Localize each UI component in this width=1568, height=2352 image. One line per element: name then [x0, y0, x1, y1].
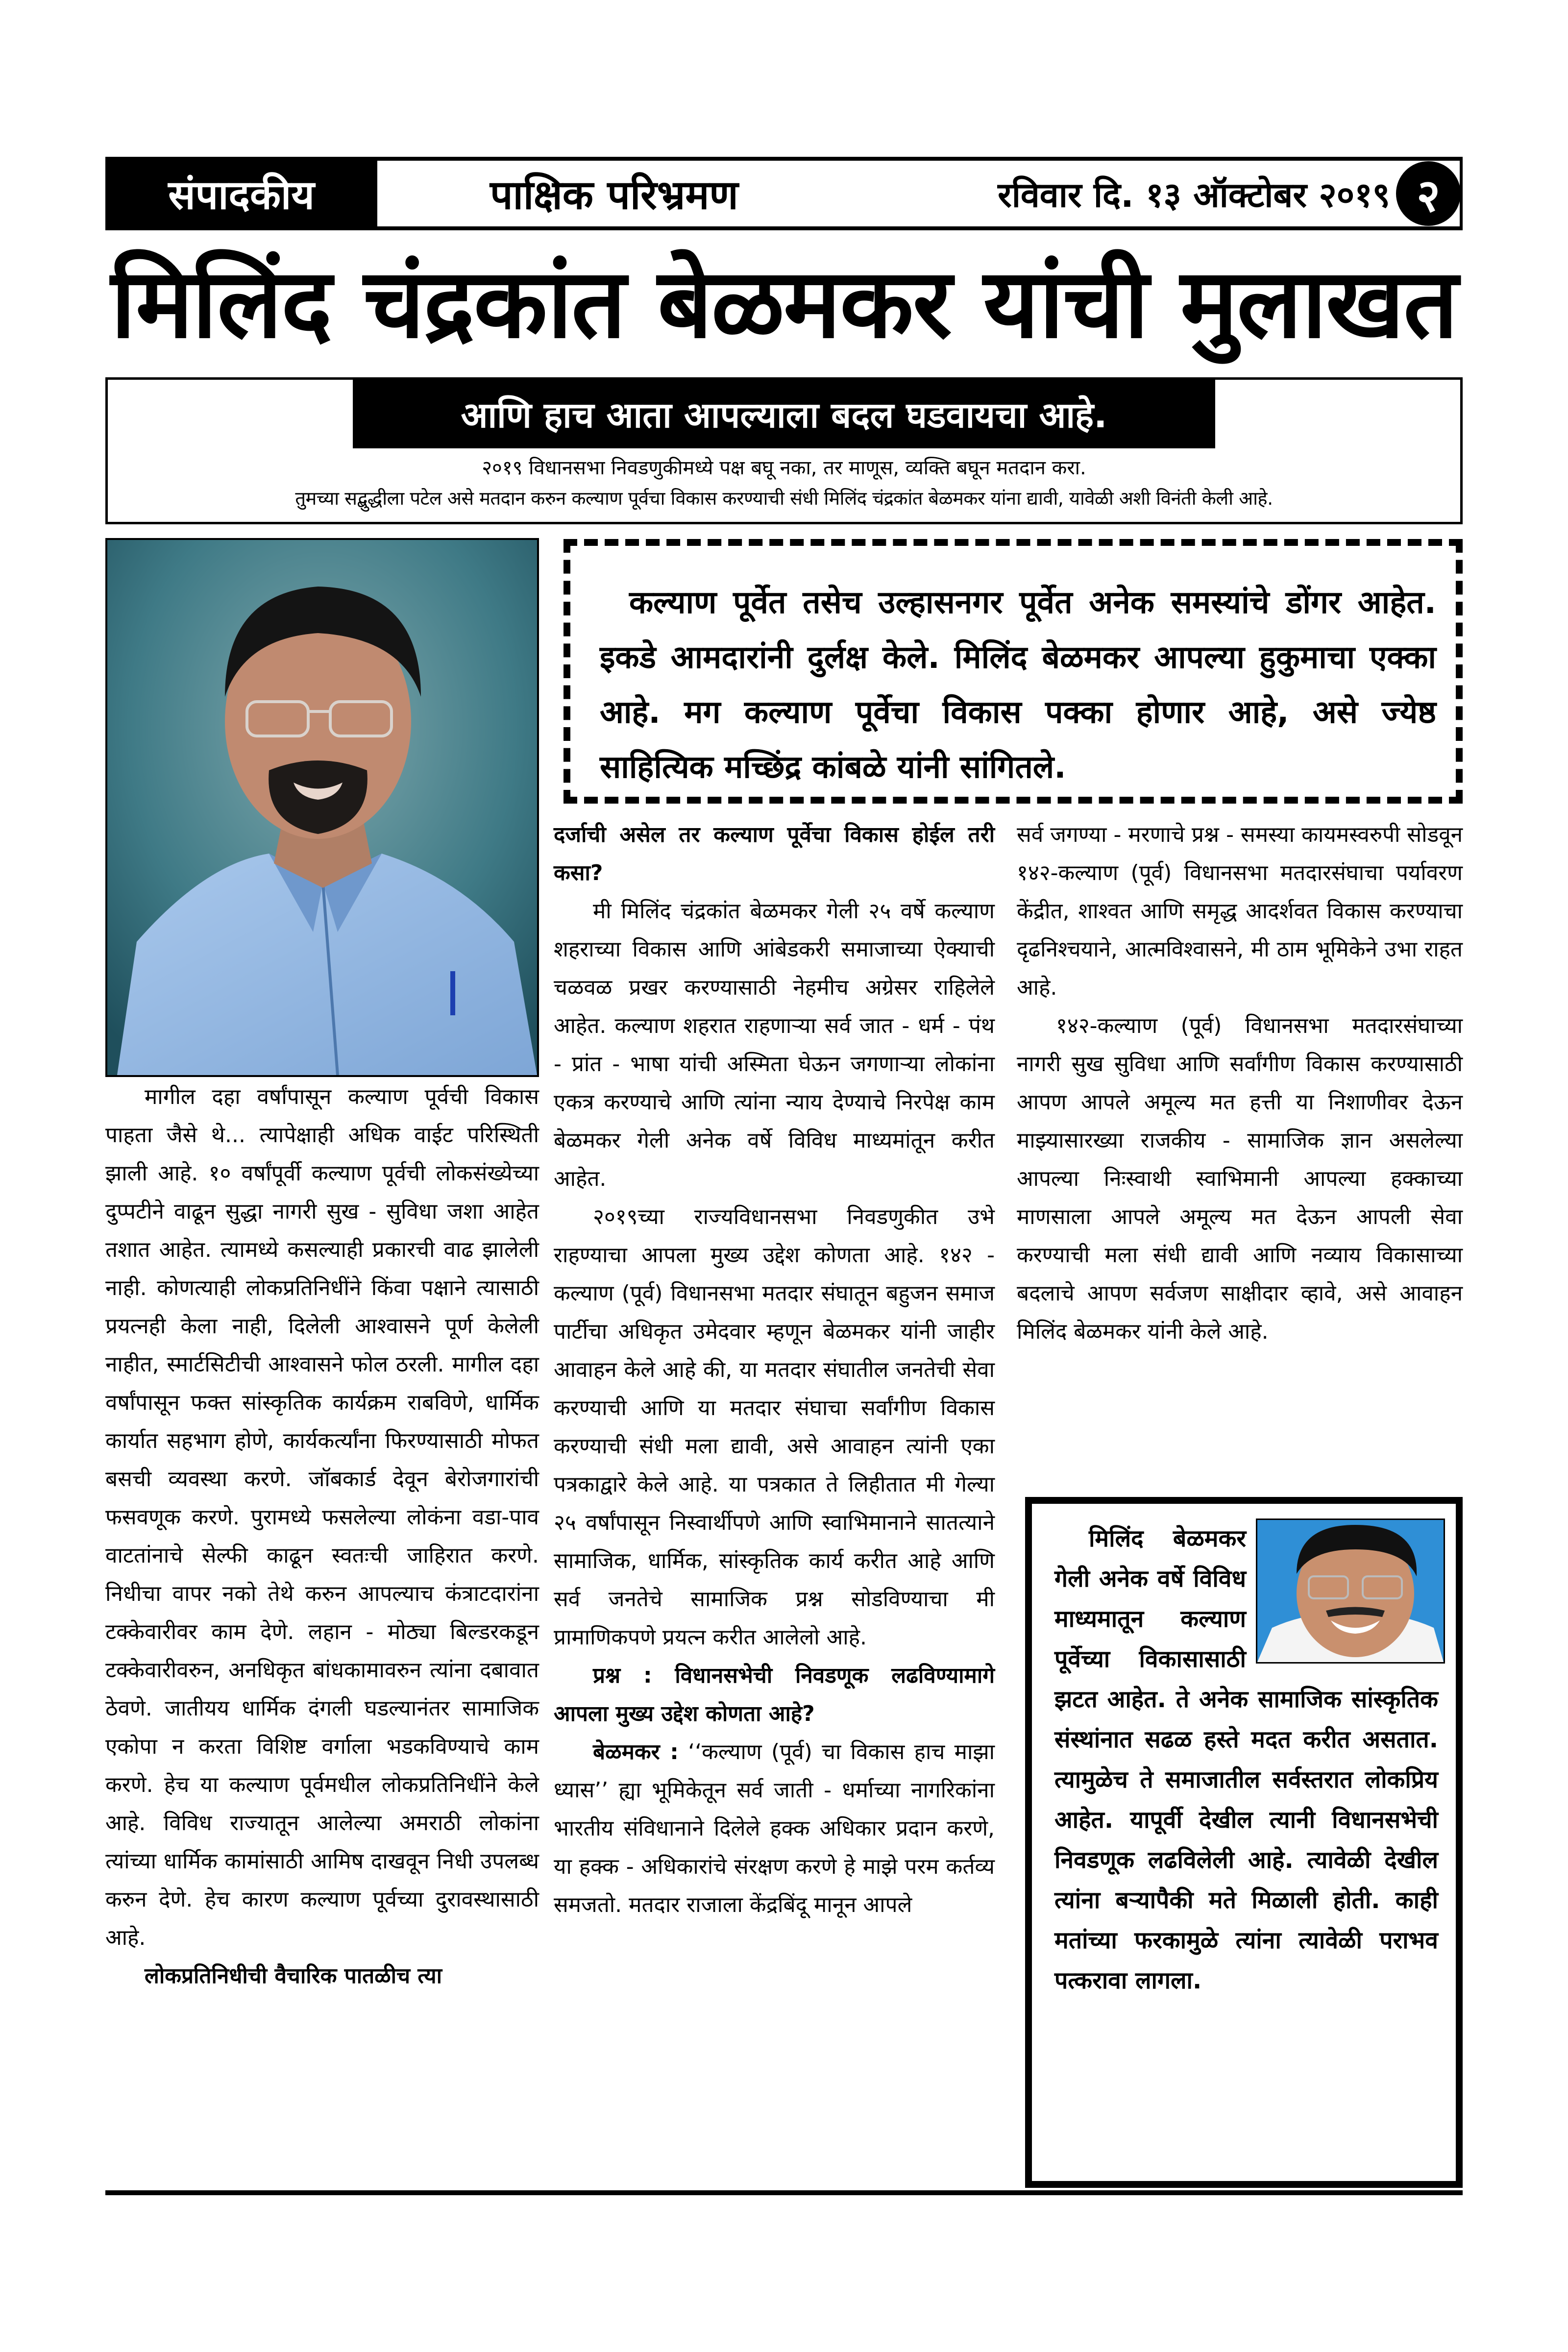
intro-line-2: तुमच्या सद्बुद्धीला पटेल असे मतदान करुन कल्याण पूर्वचा विकास करण्याची संधी मिलिंद चंद्रकांत बेळमकर यांना द्यावी, यावेळी अशी विनंती केली आहे. [295, 488, 1273, 509]
subheading: लोकप्रतिनिधीची वैचारिक पातळीच त्या [145, 1963, 442, 1988]
paper-name: पाक्षिक परिभ्रमण [490, 172, 738, 219]
portrait-image-icon [1257, 1520, 1444, 1662]
pull-quote-text: कल्याण पूर्वेत तसेच उल्हासनगर पूर्वेत अनेक समस्यांचे डोंगर आहेत. इकडे आमदारांनी दुर्लक्ष केले. मिलिंद बेळमकर आपल्या हुकुमाचा एक्का आहे. मग कल्याण पूर्वेचा विकास पक्का होणार आहे, असे ज्येष्ठ साहित्यिक मच्छिंद्र कांबळे यांनी सांगितले. [600, 585, 1436, 785]
answer-speaker-label: बेळमकर : [593, 1740, 679, 1764]
paragraph: मागील दहा वर्षांपासून कल्याण पूर्वची विकास पाहता जैसे थे... त्यापेक्षाही अधिक वाईट परिस्थिती झाली आहे. १० वर्षांपूर्वी कल्याण पूर्वची लोकसंख्येच्या दुप्पटीने वाढून सुद्धा नागरी सुख - सुविधा जशा आहेत तशात आहेत. त्यामध्ये कसल्याही प्रकारची वाढ झालेली नाही. कोणत्याही लोकप्रतिनिधींने किंवा पक्षाने त्यासाठी प्रयत्नही केला नाही, दिलेली आश्वासने पूर्ण केलेली नाहीत, स्मार्टसिटीची आश्वासने फोल ठरली. मागील दहा वर्षांपासून फक्त सांस्कृतिक कार्यक्रम राबविणे, धार्मिक कार्यात सहभाग होणे, कार्यकर्त्यांना फिरण्यासाठी मोफत बसची व्यवस्था करणे. जॉबकार्ड देवून बेरोजगारांची फसवणूक करणे. पुरामध्ये फसलेल्या लोकंना वडा-पाव वाटतांनाचे सेल्फी काढून स्वतःची जाहिरात करणे. निधीचा वापर नको तेथे करुन आपल्याच कंत्राटदारांना टक्केवारीवर काम देणे. लहान - मोठ्या बिल्डरकडून टक्केवारीवरुन, अनधिकृत बांधकामावरुन त्यांना दबावात ठेवणे. जातीयय धार्मिक दंगली घडल्यानंतर सामाजिक एकोपा न करता विशिष्ट वर्गाला भडकविण्याचे काम करणे. हेच या कल्याण पूर्वमधील लोकप्रतिनिधींने केले आहे. विविध राज्यातून आलेल्या अमराठी लोकांना त्यांच्या धार्मिक कामांसाठी आमिष दाखवून निधी उपलब्ध करुन देणे. हेच कारण कल्याण पूर्वच्या दुरावस्थासाठी आहे. [105, 1084, 539, 1950]
section-label: संपादकीय [105, 161, 377, 226]
paragraph: मी मिलिंद चंद्रकांत बेळमकर गेली २५ वर्षे कल्याण शहराच्या विकास आणि आंबेडकरी समाजाच्या ऐक्याची चळवळ प्रखर करण्यासाठी नेहमीच अग्रेसर राहिलेले आहेत. कल्याण शहरात राहणाऱ्या सर्व जात - धर्म - पंथ - प्रांत - भाषा यांची अस्मिता घेऊन जगणाऱ्या लोकांना एकत्र करण्याचे आणि त्यांना न्याय देण्याचे निरपेक्ष काम बेळमकर गेली अनेक वर्षे विविध माध्यमांतून करीत आहेत. [554, 899, 995, 1191]
answer-text: ‘‘कल्याण (पूर्व) चा विकास हाच माझा ध्यास’’ ह्या भूमिकेतून सर्व जाती - धर्माच्या नागरिकांना भारतीय संविधानाने दिलेले हक्क अधिकार प्रदान करणे, या हक्क - अधिकारांचे संरक्षण करणे हे माझे परम कर्तव्य समजतो. मतदार राजाला केंद्रबिंदू मानून आपले [554, 1740, 995, 1917]
article-column-right [1017, 816, 1463, 1351]
bottom-divider [105, 2190, 1463, 2195]
intro-banner: आणि हाच आता आपल्याला बदल घडवायचा आहे. [353, 380, 1215, 448]
candidate-portrait-photo [105, 538, 539, 1077]
portrait-image-icon [107, 540, 537, 1075]
issue-date: रविवार दि. १३ ऑक्टोबर २०१९ [998, 175, 1390, 215]
intro-box [105, 377, 1463, 524]
article-column-left [105, 1078, 539, 1995]
profile-sidebar-box [1025, 1497, 1463, 2188]
article-column-middle [554, 816, 995, 1924]
paragraph: सर्व जगण्या - मरणाचे प्रश्न - समस्या कायमस्वरुपी सोडवून १४२-कल्याण (पूर्व) विधानसभा मतदारसंघाचा पर्यावरण केंद्रीत, शाश्वत आणि समृद्ध आदर्शवत विकास करण्याचा दृढनिश्चयाने, आत्मविश्वासने, मी ठाम भूमिकेने उभा राहत आहे. [1017, 822, 1463, 1000]
page-number-badge: २ [1396, 161, 1461, 226]
sidebar-text: मिलिंद बेळमकर गेली अनेक वर्षे विविध माध्यमातून कल्याण पूर्वेच्या विकासासाठी झटत आहेत. ते अनेक सामाजिक सांस्कृतिक संस्थांनात सढळ हस्ते मदत करीत असतात. त्यामुळेच ते समाजातील सर्वस्तरात लोकप्रिय आहेत. यापूर्वी देखील त्यानी विधानसभेची निवडणूक लढविलेली आहे. त्यावेळी देखील त्यांना बऱ्यापैकी मते मिळाली होती. काही मतांच्या फरकामुळे त्यांना त्यावेळी पराभव पत्करावा लागला. [1054, 1525, 1438, 1994]
subheading: दर्जाची असेल तर कल्याण पूर्वेचा विकास होईल तरी कसा? [554, 822, 995, 885]
pull-quote-box [564, 539, 1463, 804]
interview-question: प्रश्न : विधानसभेची निवडणूक लढविण्यामागे आपला मुख्य उद्देश कोणता आहे? [554, 1663, 995, 1726]
page-title: मिलिंद चंद्रकांत बेळमकर यांची मुलाखत [111, 248, 1457, 360]
sidebar-portrait-photo [1256, 1519, 1445, 1664]
interview-answer [554, 1733, 995, 1924]
paragraph: १४२-कल्याण (पूर्व) विधानसभा मतदारसंघाच्या नागरी सुख सुविधा आणि सर्वांगीण विकास करण्यासाठी आपण आपले अमूल्य मत हत्ती या निशाणीवर देऊन माझ्यासारख्या राजकीय - सामाजिक ज्ञान असलेल्या आपल्या निःस्वाथी स्वाभिमानी आपल्या हक्काच्या माणसाला आपले अमूल्य मत देऊन आपली सेवा करण्याची मला संधी द्यावी आणि नव्याय विकासाच्या बदलाचे आपण सर्वजण साक्षीदार व्हावे, असे आवाहन मिलिंद बेळमकर यांनी केले आहे. [1017, 1013, 1463, 1344]
masthead-band [105, 157, 1463, 230]
paragraph: २०१९च्या राज्यविधानसभा निवडणुकीत उभे राहण्याचा आपला मुख्य उद्देश कोणता आहे. १४२ - कल्याण (पूर्व) विधानसभा मतदार संघातून बहुजन समाज पार्टीचा अधिकृत उमेदवार म्हणून बेळमकर यांनी जाहीर आवाहन केले आहे की, या मतदार संघातील जनतेची सेवा करण्याची आणि या मतदार संघाचा सर्वांगीण विकास करण्याची संधी मला द्यावी, असे आवाहन त्यांनी एका पत्रकाद्वारे केले आहे. या पत्रकात ते लिहीतात मी गेल्या २५ वर्षांपासून निस्वार्थीपणे आणि स्वाभिमानाने सातत्याने सामाजिक, धार्मिक, सांस्कृतिक कार्य करीत आहे आणि सर्व जनतेचे सामाजिक प्रश्न सोडविण्याचा मी प्रामाणिकपणे प्रयत्न करीत आलेलो आहे. [554, 1204, 995, 1650]
intro-line-1: २०१९ विधानसभा निवडणुकीमध्ये पक्ष बघू नका, तर माणूस, व्यक्ति बघून मतदान करा. [482, 457, 1086, 479]
